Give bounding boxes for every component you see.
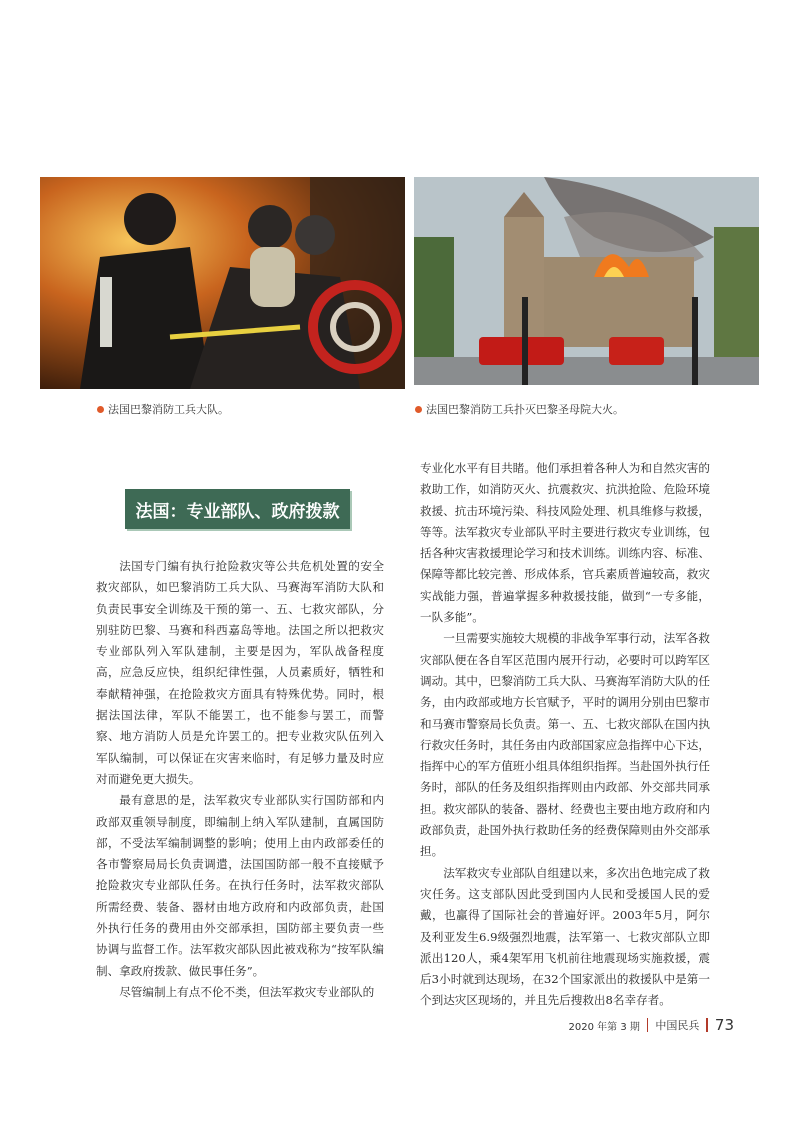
photo-caption-right <box>415 401 624 417</box>
caption-bullet-icon <box>415 406 422 413</box>
caption-bullet-icon <box>97 406 104 413</box>
firefighters-photo-icon <box>40 177 405 389</box>
caption-text: 法国巴黎消防工兵扑灭巴黎圣母院大火。 <box>426 403 624 416</box>
footer-divider <box>647 1018 649 1032</box>
issue-label: 2020 年第 3 期 <box>568 1021 640 1033</box>
page-footer <box>569 1016 734 1034</box>
paragraph: 最有意思的是，法军救灾专业部队实行国防部和内政部双重领导制度，即编制上纳入军队建制，直属国防部，不受法军编制调整的影响；使用上由内政部委任的各市警察局局长负责调遣，法国国防部一般不直接赋予抢险救灾专业部队任务。在执行任务时，法军救灾部队所需经费、装备、器材由地方政府和内政部负责，赴国外执行任务的费用由外交部承担，国防部主要负责一些协调与监督工作。法军救灾部队因此被戏称为“按军队编制、拿政府拨款、做民事任务”。 <box>96 793 384 978</box>
section-title: 法国：专业部队、政府拨款 <box>125 489 350 529</box>
firefighters-photo <box>40 177 405 389</box>
paragraph-continuation: 专业化水平有目共睹。他们承担着各种人为和自然灾害的救助工作，如消防灭火、抗震救灾、抗洪抢险、危险环境救援、抗击环境污染、科技风险处理、机具维修与救援，等等。法军救灾专业部队平时主要进行救灾专业训练，包括各种灾害救援理论学习和技术训练。训练内容、标准、保障等都比较完善、形成体系，官兵素质普遍较高，救灾实战能力强，普遍掌握多种救援技能，做到“一专多能，一队多能”。 <box>420 461 710 625</box>
left-column <box>96 556 384 1003</box>
notre-dame-fire-photo-icon <box>414 177 759 385</box>
paragraph: 尽管编制上有点不伦不类，但法军救灾专业部队的 <box>119 984 375 999</box>
photo-caption-left <box>97 401 229 417</box>
paragraph: 法军救灾专业部队自组建以来，多次出色地完成了救灾任务。这支部队因此受到国内人民和受援国人民的爱戴，也赢得了国际社会的普遍好评。2003年5月，阿尔及利亚发生6.9级强烈地震，法军第一、七救灾部队立即派出120人，乘4架军用飞机前往地震现场实施救援，震后3小时就到达现场，在32个国家派出的救援队中是第一个到达灾区现场的，并且先后搜救出8名幸存者。 <box>420 865 710 1008</box>
caption-text: 法国巴黎消防工兵大队。 <box>108 403 229 416</box>
magazine-name: 中国民兵 <box>655 1019 700 1032</box>
right-column <box>420 458 710 1012</box>
notre-dame-fire-photo <box>414 177 759 385</box>
footer-divider <box>706 1018 708 1032</box>
paragraph: 一旦需要实施较大规模的非战争军事行动，法军各救灾部队便在各自军区范围内展开行动，必要时可以跨军区调动。其中，巴黎消防工兵大队、马赛海军消防大队的任务，由内政部或地方长官赋予，平时的调用分别由巴黎市和马赛市警察局长负责。第一、五、七救灾部队在国内执行救灾任务时，其任务由内政部国家应急指挥中心下达，指挥中心的军方值班小组具体组织指挥。当赴国外执行任务时，部队的任务及组织指挥则由内政部、外交部共同承担。救灾部队的装备、器材、经费也主要由地方政府和内政部负责，赴国外执行救助任务的经费保障则由外交部承担。 <box>420 631 710 859</box>
paragraph: 法国专门编有执行抢险救灾等公共危机处置的安全救灾部队，如巴黎消防工兵大队、马赛海军消防大队和负责民事安全训练及干预的第一、五、七救灾部队，分别驻防巴黎、马赛和科西嘉岛等地。法国之所以把救灾专业部队列入军队建制，主要是因为，军队战备程度高，应急反应快，组织纪律性强，人员素质好，牺牲和奉献精神强，在抢险救灾方面具有特殊优势。同时，根据法国法律，军队不能罢工，也不能参与罢工，而警察、地方消防人员是允许罢工的。把专业救灾队伍列入军队编制，可以保证在灾害来临时，有足够力量及时应对而避免更大损失。 <box>96 559 384 786</box>
page-number: 73 <box>714 1016 734 1034</box>
